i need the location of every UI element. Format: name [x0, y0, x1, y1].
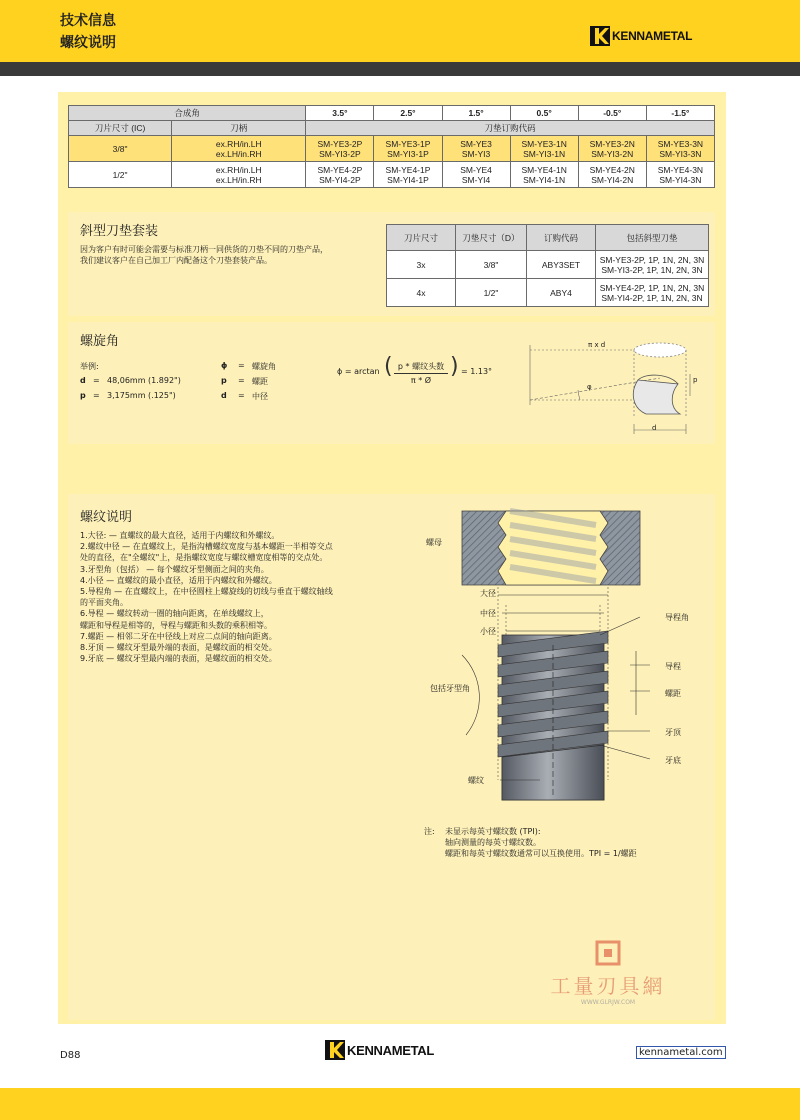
kit-header: 刀片尺寸 [387, 225, 456, 251]
header-order-code: 刀垫订购代码 [306, 121, 715, 136]
cell-ic: 1/2" [69, 162, 172, 188]
fraction-bar [394, 373, 448, 374]
page-title: 技术信息 [60, 13, 116, 29]
angle-col: 2.5° [374, 106, 442, 121]
lead-label: 导程 [665, 662, 681, 671]
brand-name: KENNAMETAL [612, 29, 693, 43]
example-label: 举例: [80, 362, 99, 371]
list-item: 处的直径，在"全螺纹"上，是指螺纹宽度与螺纹槽宽度相等的交点处。 [80, 553, 328, 563]
pi-d-label: π x d [588, 341, 606, 349]
pitch-diameter-label: 中径 [480, 609, 496, 618]
list-item: 7.螺距 — 相邻二牙在中径线上对应二点间的轴向距离。 [80, 631, 277, 641]
paren-right: ) [450, 354, 459, 379]
p-value: 3,175mm (.125") [107, 391, 176, 400]
formula-left: ϕ = arctan [337, 367, 380, 376]
watermark-text: 工量刃具網 [550, 974, 666, 998]
phi-name: 螺旋角 [252, 362, 276, 371]
list-item: 2.螺纹中径 — 在直螺纹上，是指沟槽螺纹宽度与基本螺距一半相等交点 [80, 542, 333, 552]
cell: ABY3SET [527, 251, 596, 279]
table-row [387, 251, 709, 279]
cell: SM-YE4-2P, 1P, 1N, 2N, 3N SM-YI4-2P, 1P, 1N, 2N, 3N [596, 279, 709, 307]
thread-diagram [440, 505, 690, 805]
cell-code: SM-YE4-1P SM-YI4-1P [374, 162, 442, 188]
phi-symbol: ϕ [221, 361, 228, 370]
d-name: 中径 [252, 392, 268, 401]
cell: SM-YE3-2P, 1P, 1N, 2N, 3N SM-YI3-2P, 1P, 1N, 2N, 3N [596, 251, 709, 279]
equals: = [238, 391, 245, 400]
cell-code: SM-YE4 SM-YI4 [442, 162, 510, 188]
list-item: 9.牙底 — 螺纹牙型最内端的表面，是螺纹面的相交处。 [80, 654, 277, 664]
nut-label: 螺母 [426, 538, 442, 547]
table-row [69, 136, 715, 162]
thread-title: 螺纹说明 [80, 510, 133, 525]
cell-code: SM-YE4-3N SM-YI4-3N [646, 162, 714, 188]
thread-definitions [80, 530, 380, 664]
p-name: 螺距 [252, 377, 268, 386]
cell-ic: 3/8" [69, 136, 172, 162]
angle-col: -0.5° [578, 106, 646, 121]
d-symbol: d [221, 391, 227, 400]
list-item: 3.牙型角（包括） — 每个螺纹牙型侧面之间的夹角。 [80, 564, 269, 574]
cell-code: SM-YE3 SM-YI3 [442, 136, 510, 162]
list-item: 4.小径 — 直螺纹的最小直径，适用于内螺纹和外螺纹。 [80, 575, 277, 585]
cell-holder: ex.RH/in.LH ex.LH/in.RH [172, 162, 306, 188]
p-symbol: p [80, 391, 86, 400]
cell-code: SM-YE3-3N SM-YI3-3N [646, 136, 714, 162]
cell-code: SM-YE3-2N SM-YI3-2N [578, 136, 646, 162]
p-fig-label: p [693, 376, 698, 384]
list-item: 1.大径: — 直螺纹的最大直径，适用于内螺纹和外螺纹。 [80, 531, 280, 540]
watermark [538, 940, 678, 1006]
cell: 1/2" [456, 279, 527, 307]
list-item: 8.牙顶 — 螺纹牙型最外端的表面，是螺纹面的相交处。 [80, 643, 277, 653]
kennametal-k-icon [325, 1040, 345, 1060]
major-diameter-label: 大径 [480, 589, 496, 598]
cell-code: SM-YE3-1N SM-YI3-1N [510, 136, 578, 162]
header-combined-angle: 合成角 [69, 106, 306, 121]
watermark-logo-icon [595, 940, 621, 966]
website-link[interactable]: kennametal.com [636, 1046, 726, 1059]
helix-title: 螺旋角 [80, 334, 120, 349]
footer-brand-name: KENNAMETAL [347, 1042, 435, 1058]
watermark-url: WWW.GLRJW.COM [580, 999, 636, 1006]
flank-angle-label: 包括牙型角 [430, 684, 470, 693]
list-item: 螺距和导程是相等的，导程与螺距和头数的乘积相等。 [80, 620, 272, 630]
angle-col: -1.5° [646, 106, 714, 121]
phi-fig-label: φ [587, 383, 592, 391]
d-symbol: d [80, 376, 86, 385]
brand-logo [590, 26, 692, 46]
header-band [0, 0, 800, 62]
root-label: 牙底 [665, 756, 681, 765]
cell-code: SM-YE4-2N SM-YI4-2N [578, 162, 646, 188]
p-symbol: p [221, 376, 227, 385]
cell-code: SM-YE4-1N SM-YI4-1N [510, 162, 578, 188]
formula-numerator: p * 螺纹头数 [397, 362, 445, 371]
angle-col: 1.5° [442, 106, 510, 121]
equals: = [93, 391, 100, 400]
d-value: 48,06mm (1.892") [107, 376, 181, 385]
kit-title: 斜型刀垫套装 [80, 224, 159, 239]
note-label: 注: [424, 827, 435, 836]
angle-col: 3.5° [306, 106, 374, 121]
footer-brand-logo [325, 1040, 434, 1060]
d-fig-label: d [652, 424, 657, 432]
footer-band [0, 1088, 800, 1120]
pitch-label: 螺距 [665, 689, 681, 698]
header-insert-size: 刀片尺寸 (IC) [69, 121, 172, 136]
equals: = [93, 376, 100, 385]
cell: 3/8" [456, 251, 527, 279]
cell-holder: ex.RH/in.LH ex.LH/in.RH [172, 136, 306, 162]
cell: 3x [387, 251, 456, 279]
cell-code: SM-YE3-1P SM-YI3-1P [374, 136, 442, 162]
list-item: 的平面夹角。 [80, 598, 128, 608]
kit-header: 刀垫尺寸（D） [456, 225, 527, 251]
crest-label: 牙顶 [665, 728, 681, 737]
table-row [69, 162, 715, 188]
page-number: D88 [60, 1050, 81, 1061]
kit-header: 包括斜型刀垫 [596, 225, 709, 251]
minor-diameter-label: 小径 [480, 627, 496, 636]
kit-header: 订购代码 [527, 225, 596, 251]
equals: = [238, 361, 245, 370]
angle-col: 0.5° [510, 106, 578, 121]
kit-description: 因为客户有时可能会需要与标准刀柄一同供货的刀垫不同的刀垫产品， 我们建议客户在自己加工厂内配备这个刀垫套装产品。 [80, 245, 328, 265]
formula-denominator: π * Ø [410, 376, 432, 385]
equals: = [238, 376, 245, 385]
table-row [387, 279, 709, 307]
helix-angle-diagram [520, 330, 720, 440]
thread-label: 螺纹 [468, 776, 484, 785]
list-item: 6.导程 — 螺纹转动一圈的轴向距离，在单线螺纹上， [80, 609, 269, 619]
page-subtitle: 螺纹说明 [60, 35, 116, 51]
header-holder: 刀柄 [172, 121, 306, 136]
cell-code: SM-YE3-2P SM-YI3-2P [306, 136, 374, 162]
kit-table [386, 224, 709, 307]
header-dark-bar [0, 62, 800, 76]
lead-angle-label: 导程角 [665, 613, 689, 622]
shim-table [68, 105, 715, 188]
cell-code: SM-YE4-2P SM-YI4-2P [306, 162, 374, 188]
list-item: 5.导程角 — 在直螺纹上，在中径圆柱上螺旋线的切线与垂直于螺纹轴线 [80, 587, 333, 597]
kennametal-k-icon [590, 26, 610, 46]
cell: ABY4 [527, 279, 596, 307]
paren-left: ( [384, 354, 393, 379]
formula-result: = 1.13° [461, 367, 493, 376]
note-text: 未显示每英寸螺纹数 (TPI): 轴向测量的每英寸螺纹数。 螺距和每英寸螺纹数通常可以互换使用。TPI = 1/螺距 [445, 827, 637, 858]
cell: 4x [387, 279, 456, 307]
